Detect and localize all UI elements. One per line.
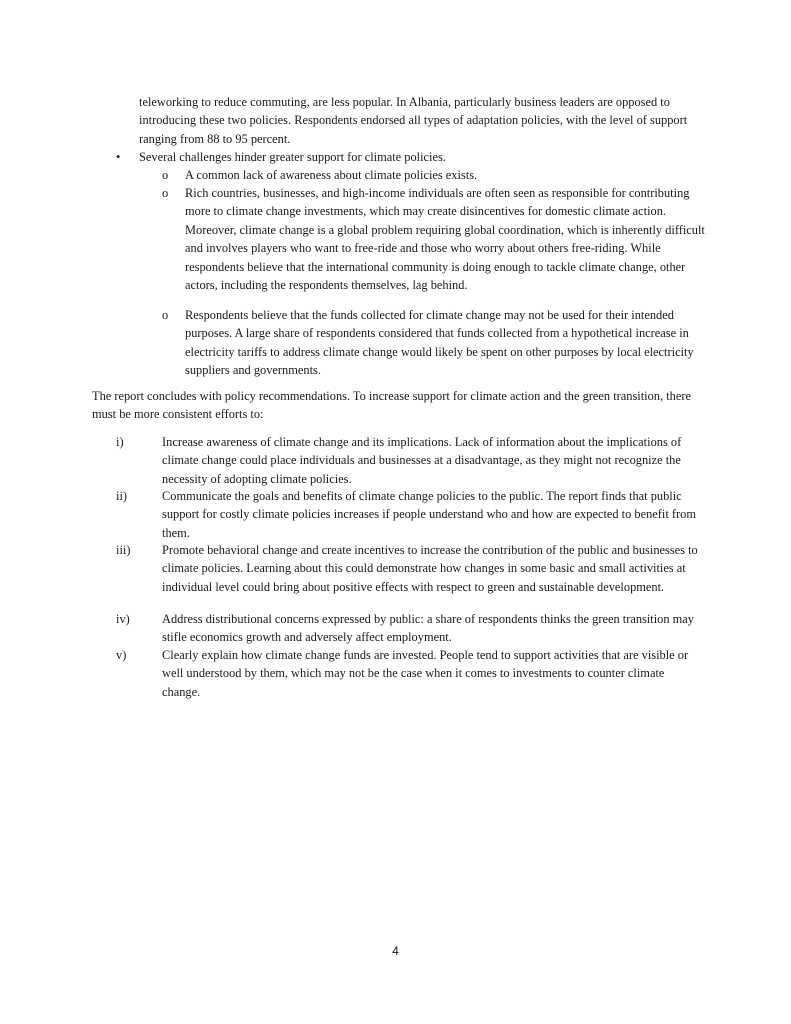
continued-paragraph: teleworking to reduce commuting, are less popular. In Albania, particularly business leaders are opposed to introducing these two policies. Respondents endorsed all types of adaptation policies, with the level of support ranging from 88 to 95 percent. xyxy=(139,95,688,146)
recommendation-communicate: Communicate the goals and benefits of climate change policies to the public. The report finds that public support for costly climate policies increases if people understand who and how are expected to benefit from them. xyxy=(162,489,696,540)
recommendation-distributional: Address distributional concerns expressed by public: a share of respondents thinks the green transition may stifle economics growth and adversely affect employment. xyxy=(162,612,694,645)
bullet-item-challenges: Several challenges hinder greater support for climate policies. xyxy=(139,150,446,164)
recommendation-behavior: Promote behavioral change and create incentives to increase the contribution of the public and businesses to climate policies. Learning about this could demonstrate how changes in some basic and small activities at individual level could bring about positive effects with respect to green and sustainable development. xyxy=(162,543,698,594)
recommendation-marker: iv) xyxy=(116,612,130,626)
sub-item-marker: o xyxy=(162,308,169,322)
intro-paragraph: The report concludes with policy recommendations. To increase support for climate action and the green transition, there must be more consistent efforts to: xyxy=(92,389,691,422)
recommendation-marker: v) xyxy=(116,648,127,662)
page-number: 4 xyxy=(392,944,399,958)
recommendation-awareness: Increase awareness of climate change and its implications. Lack of information about the implications of climate change could place individuals and businesses at a disadvantage, as they might not recognize the necessity of adopting climate policies. xyxy=(162,435,682,486)
sub-item-marker: o xyxy=(162,168,169,182)
sub-item-awareness: A common lack of awareness about climate policies exists. xyxy=(185,168,478,182)
bullet-marker: • xyxy=(116,150,121,164)
recommendation-marker: i) xyxy=(116,435,124,449)
recommendation-marker: ii) xyxy=(116,489,128,503)
recommendation-explain-funds: Clearly explain how climate change funds are invested. People tend to support activities that are visible or well understood by them, which may not be the case when it comes to investments to counter climate change. xyxy=(162,648,689,699)
sub-item-funds: Respondents believe that the funds collected for climate change may not be used for their intended purposes. A large share of respondents considered that funds collected from a hypothetical increase in electricity tariffs to address climate change would likely be spent on other purposes by local electricity suppliers and governments. xyxy=(185,308,694,378)
sub-item-marker: o xyxy=(162,186,169,200)
sub-item-responsibility: Rich countries, businesses, and high-income individuals are often seen as responsible for contributing more to climate change investments, which may create disincentives for domestic climate action. Moreover, climate change is a global problem requiring global coordination, which is inherently difficult and involves players who want to free-ride and those who worry about others free-riding. While respondents believe that the international community is doing enough to tackle climate change, other actors, including the respondents themselves, lag behind. xyxy=(185,186,705,293)
recommendation-marker: iii) xyxy=(116,543,131,557)
